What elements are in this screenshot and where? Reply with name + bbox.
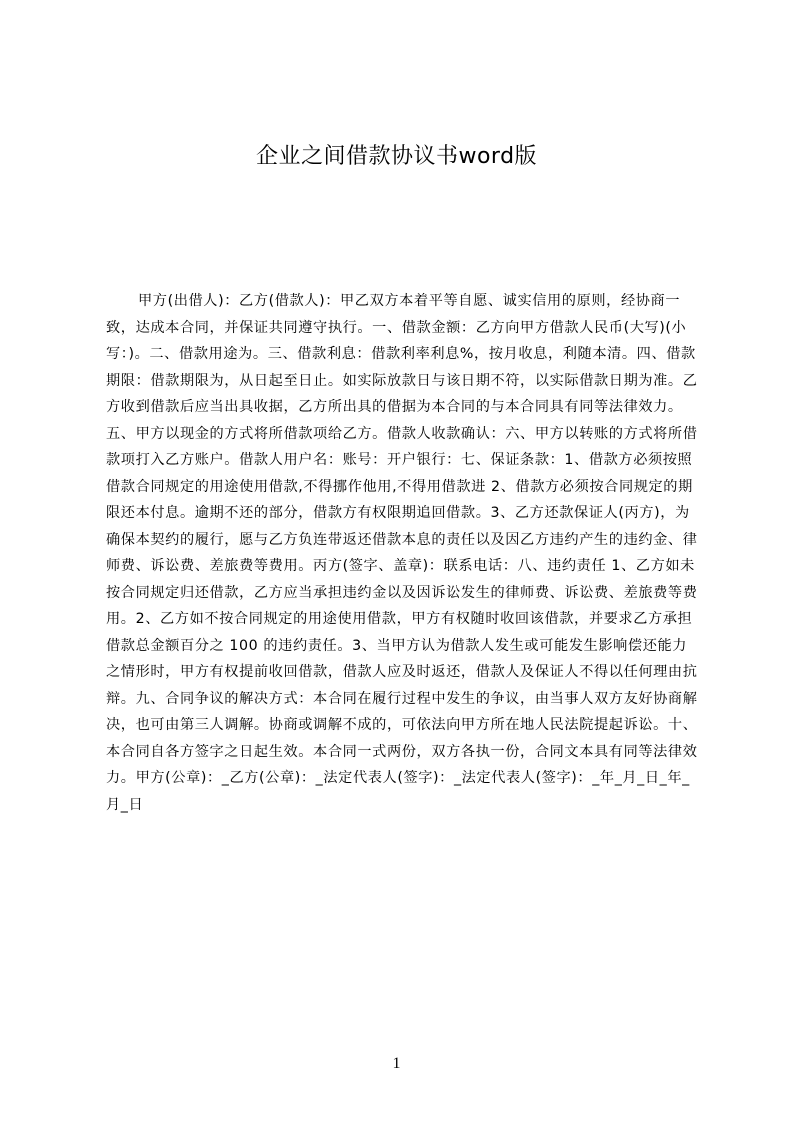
document-body: 甲方(出借人)：乙方(借款人)：甲乙双方本着平等自愿、诚实信用的原则，经协商一致，达成本合同，并保证共同遵守执行。一、借款金额：乙方向甲方借款人民币(大写)(小写：)。二、借款用途为。三、借款利息：借款利率利息%，按月收息，利随本清。四、借款期限：借款期限为，从日起至日止。如实际放款日与该日期不符，以实际借款日期为准。乙方收到借款后应当出具收据，乙方所出具的借据为本合同的与本合同具有同等法律效力。五、甲方以现金的方式将所借款项给乙方。借款人收款确认：六、甲方以转账的方式将所借款项打入乙方账户。借款人用户名：账号：开户银行：七、保证条款：1、借款方必须按照借款合同规定的用途使用借款,不得挪作他用,不得用借款进 2、借款方必须按合同规定的期限还本付息。逾期不还的部分，借款方有权限期追回借款。3、乙方还款保证人(丙方)，为确保本契约的履行，愿与乙方负连带返还借款本息的责任以及因乙方违约产生的违约金、律师费、诉讼费、差旅费等费用。丙方(签字、盖章)：联系电话：八、违约责任 1、乙方如未按合同规定归还借款，乙方应当承担违约金以及因诉讼发生的律师费、诉讼费、差旅费等费用。2、乙方如不按合同规定的用途使用借款，甲方有权随时收回该借款，并要求乙方承担借款总金额百分之 100 的违约责任。3、当甲方认为借款人发生或可能发生影响偿还能力之情形时，甲方有权提前收回借款，借款人应及时返还，借款人及保证人不得以任何理由抗辩。九、合同争议的解决方式：本合同在履行过程中发生的争议，由当事人双方友好协商解决，也可由第三人调解。协商或调解不成的，可依法向甲方所在地人民法院提起诉讼。十、本合同自各方签字之日起生效。本合同一式两份，双方各执一份，合同文本具有同等法律效力。甲方(公章)：_乙方(公章)：_法定代表人(签字)：_法定代表人(签字)：_年_月_日_年_月_日	[106, 293, 698, 813]
page-number: 1	[392, 1055, 401, 1072]
document-title: 企业之间借款协议书word版	[255, 144, 538, 169]
